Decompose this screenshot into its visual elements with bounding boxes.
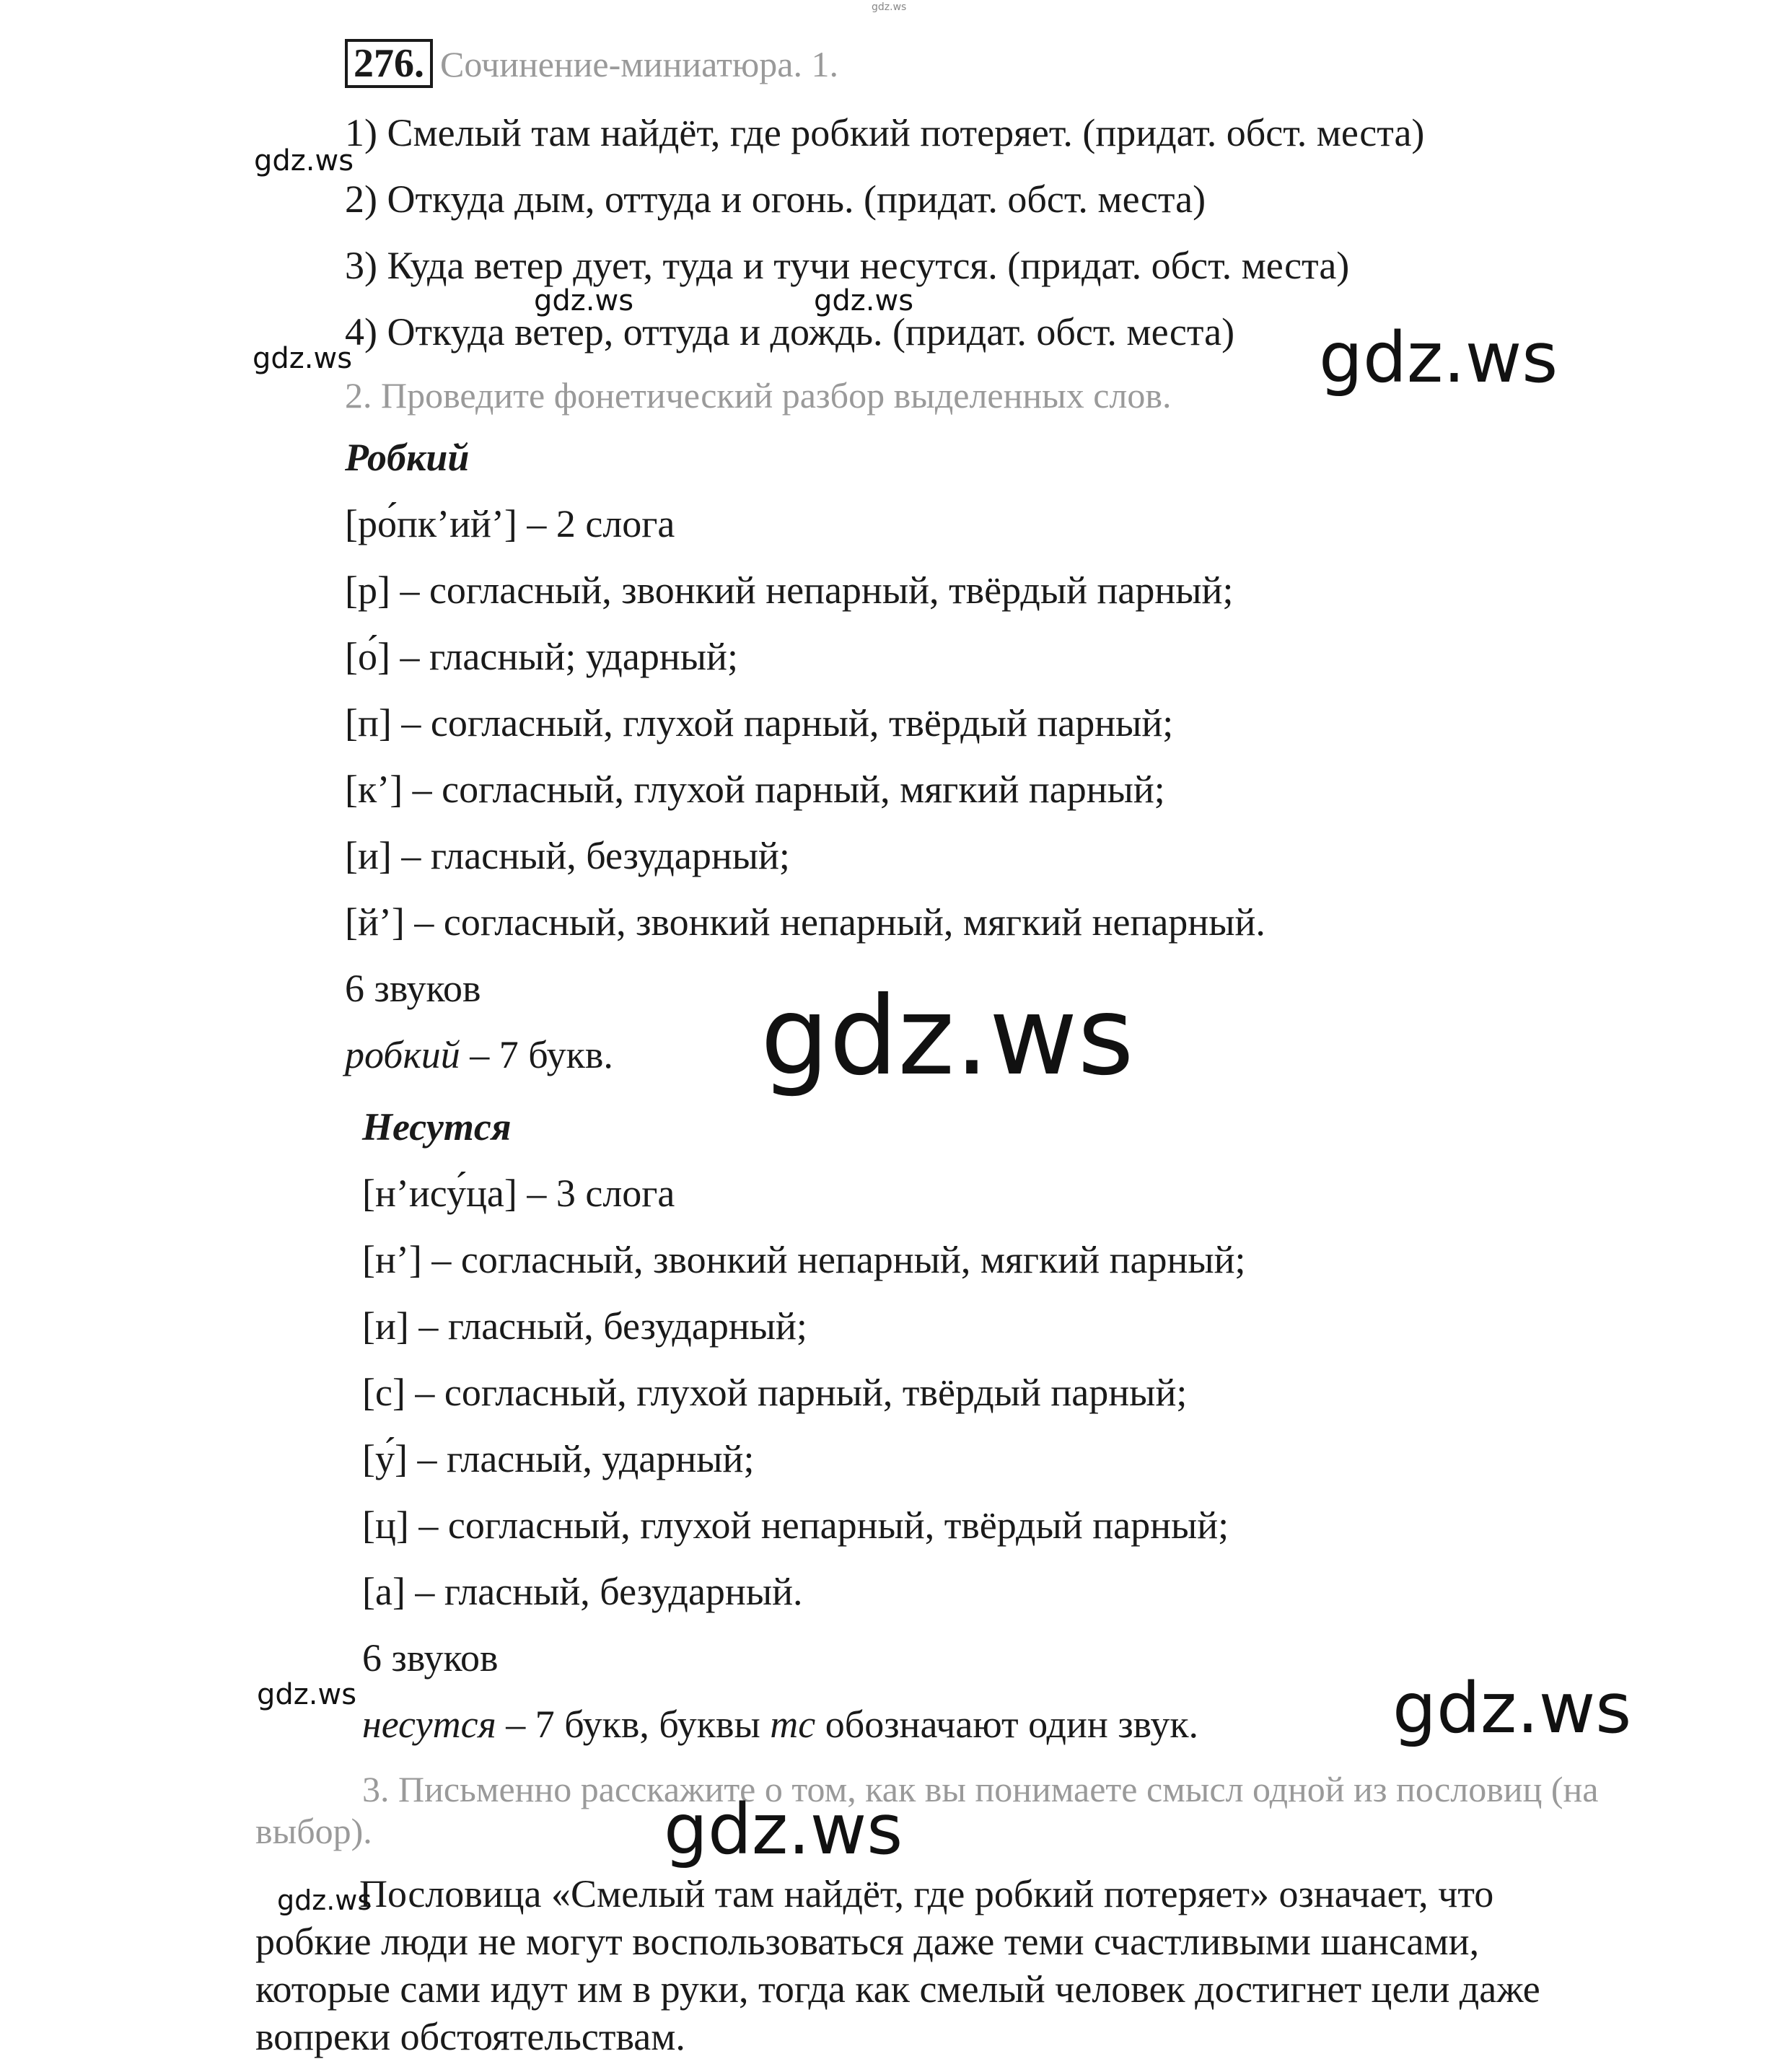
word2-letters-tc: тс <box>770 1703 816 1746</box>
watermark: gdz.ws <box>277 1884 372 1916</box>
task-number: 276. <box>345 39 433 88</box>
word2-sound-count: 6 звуков <box>362 1636 499 1680</box>
word1-letters <box>345 1032 613 1078</box>
word2-sound-5: [ц] – согласный, глухой непарный, твёрдый парный; <box>362 1503 1229 1547</box>
word2-heading: Несутся <box>362 1105 512 1149</box>
watermark: gdz.ws <box>253 342 353 375</box>
answer-line-4: вопреки обстоятельствам. <box>255 2015 685 2058</box>
task-header <box>345 39 838 88</box>
watermark: gdz.ws <box>814 284 914 317</box>
word2-sound-2: [и] – гласный, безударный; <box>362 1304 807 1348</box>
word2-transcription: [н’ису́ца] – 3 слога <box>362 1172 675 1215</box>
watermark: gdz.ws <box>534 284 634 317</box>
watermark-large: gdz.ws <box>664 1789 903 1870</box>
word1-sound-count: 6 звуков <box>345 967 481 1010</box>
watermark-top: gdz.ws <box>872 1 907 13</box>
watermark-center: gdz.ws <box>760 974 1134 1099</box>
watermark: gdz.ws <box>254 144 354 177</box>
word2-letters-end: обозначают один звук. <box>815 1703 1199 1746</box>
word1-sound-2: [о́] – гласный; ударный; <box>345 635 738 678</box>
word2-letters-word: несутся <box>362 1703 496 1746</box>
word2-sound-1: [н’] – согласный, звонкий непарный, мягкий парный; <box>362 1238 1246 1281</box>
task3-line-1: 3. Письменно расскажите о том, как вы понимаете смысл одной из пословиц (на <box>362 1769 1599 1809</box>
task2-instruction: 2. Проведите фонетический разбор выделенных слов. <box>345 375 1172 416</box>
word2-sound-4: [у́] – гласный, ударный; <box>362 1437 755 1480</box>
watermark: gdz.ws <box>257 1678 357 1711</box>
proverb-2: 2) Откуда дым, оттуда и огонь. (придат. обст. места) <box>345 177 1206 221</box>
word1-letters-rest: – 7 букв. <box>460 1033 613 1076</box>
proverb-4: 4) Откуда ветер, оттуда и дождь. (придат. обст. места) <box>345 310 1235 354</box>
answer-line-1: Пословица «Смелый там найдёт, где робкий потеряет» означает, что <box>359 1872 1494 1915</box>
word2-letters-mid: – 7 букв, буквы <box>496 1703 771 1746</box>
word1-sound-5: [и] – гласный, безударный; <box>345 834 790 877</box>
watermark-large: gdz.ws <box>1319 317 1558 398</box>
word1-sound-6: [й’] – согласный, звонкий непарный, мягкий непарный. <box>345 900 1265 944</box>
word2-letters <box>362 1701 1198 1747</box>
word1-transcription: [ро́пк’ий’] – 2 слога <box>345 502 675 545</box>
proverb-3: 3) Куда ветер дует, туда и тучи несутся. (придат. обст. места) <box>345 244 1350 287</box>
watermark-large: gdz.ws <box>1392 1668 1632 1749</box>
answer-line-3: которые сами идут им в руки, тогда как смелый человек достигнет цели даже <box>255 1967 1540 2011</box>
word2-sound-6: [а] – гласный, безударный. <box>362 1570 803 1613</box>
task-title: Сочинение-миниатюра. 1. <box>440 44 838 84</box>
word1-sound-4: [к’] – согласный, глухой парный, мягкий парный; <box>345 768 1165 811</box>
word1-letters-word: робкий <box>345 1033 460 1076</box>
word2-sound-3: [с] – согласный, глухой парный, твёрдый парный; <box>362 1371 1188 1414</box>
word1-sound-3: [п] – согласный, глухой парный, твёрдый парный; <box>345 701 1174 745</box>
task3-line-2: выбор). <box>255 1811 372 1851</box>
word1-sound-1: [р] – согласный, звонкий непарный, твёрдый парный; <box>345 569 1234 612</box>
answer-line-2: робкие люди не могут воспользоваться даже теми счастливыми шансами, <box>255 1920 1480 1963</box>
proverb-1: 1) Смелый там найдёт, где робкий потеряет. (придат. обст. места) <box>345 111 1425 154</box>
word1-heading: Робкий <box>345 436 470 479</box>
